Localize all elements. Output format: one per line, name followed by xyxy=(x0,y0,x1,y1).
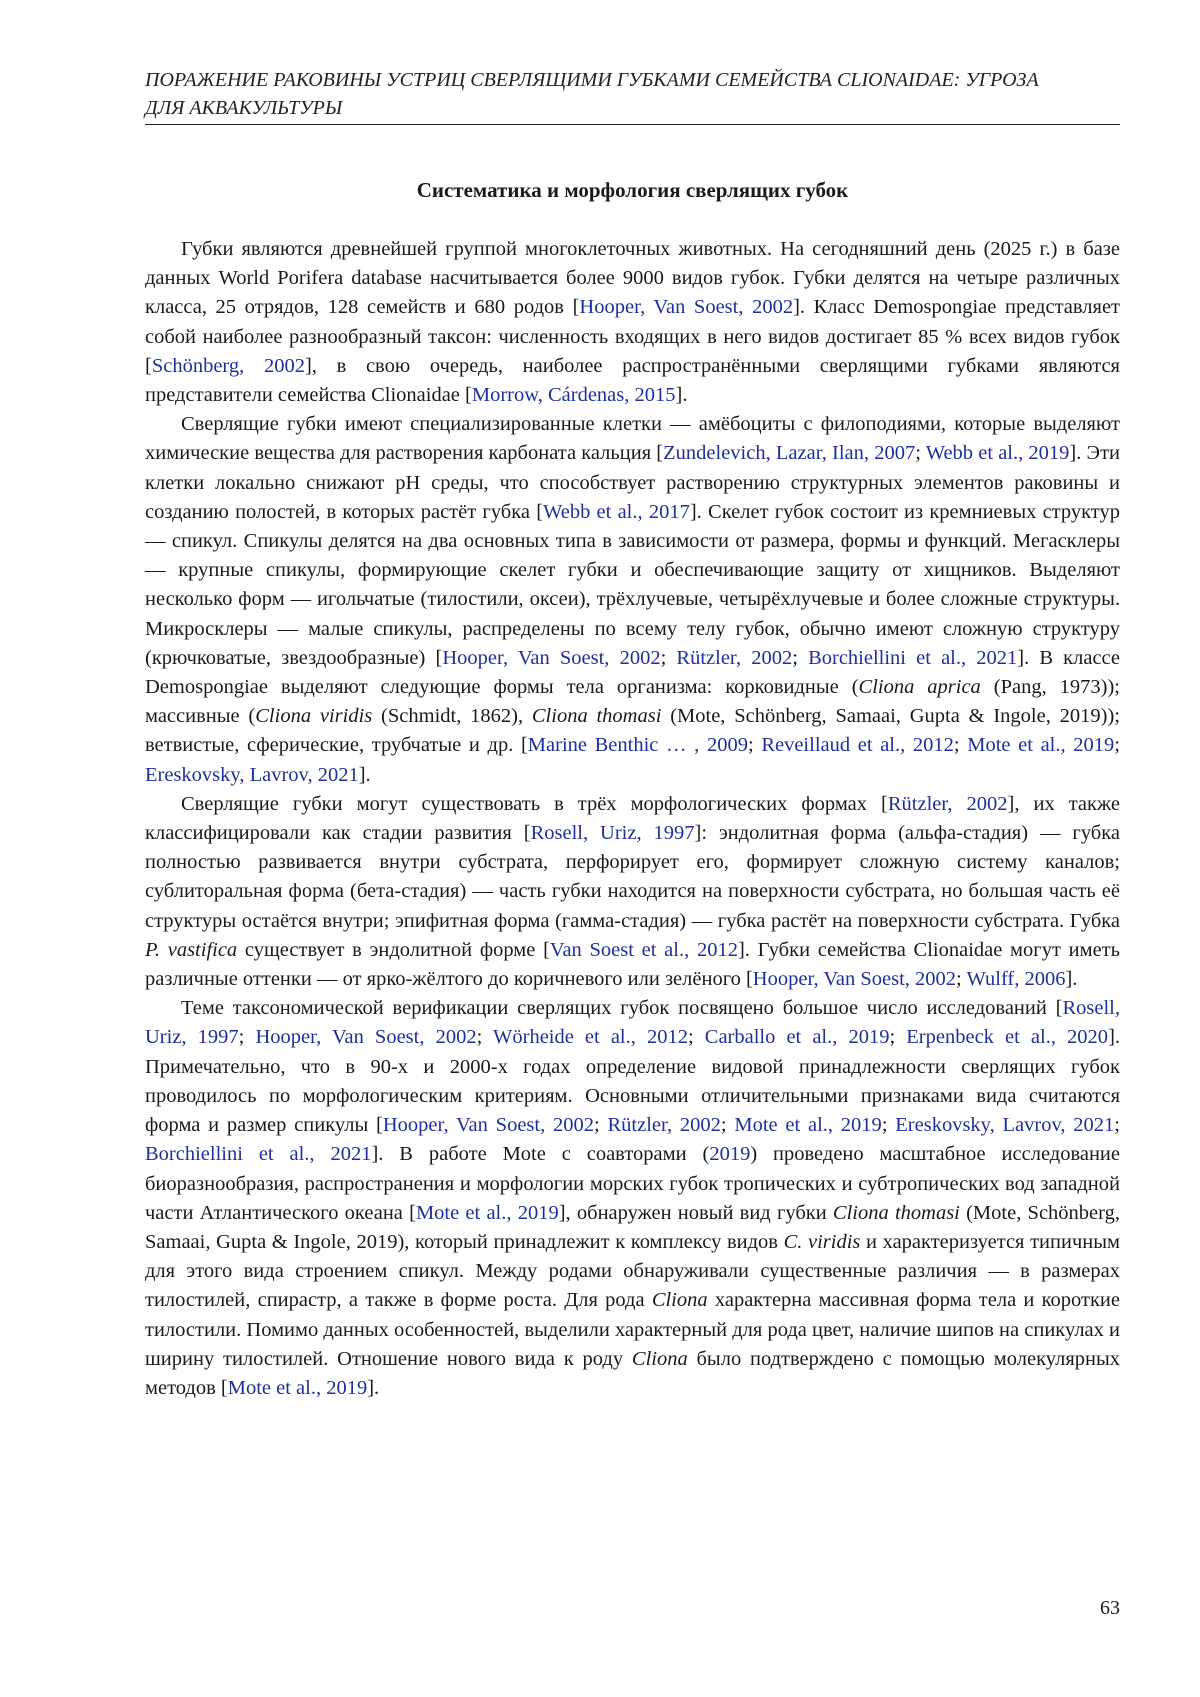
text-run: ], в свою очередь, наиболее распространёнными сверлящими губками являются представители семейства Clionaidae [ xyxy=(145,354,1120,407)
citation-link[interactable]: 2019 xyxy=(709,1143,751,1166)
text-run: ]: эндолитная форма (альфа-стадия) — губка полностью развивается внутри субстрата, перфорирует его, формирует сложную систему каналов; сублиторальная форма (бета-стадия) — часть губки находится на поверхности субстрата, но большая часть её структуры остаётся внутри; эпифитная форма (гамма-стадия) — губка растёт на поверхности субстрата. Губка xyxy=(145,822,1120,932)
text-run: ; xyxy=(956,968,967,991)
species-name: P. vastifica xyxy=(145,938,238,961)
text-run: (Schmidt, 1862), xyxy=(372,705,532,728)
text-run: ], обнаружен новый вид губки xyxy=(558,1201,833,1224)
text-run: ]. Примечательно, что в 90-х и 2000-х годах определение видовой принадлежности сверлящих губок проводилось по морфологическим критериям. Основными отличительными признаками вида считаются форма и размер спикулы [ xyxy=(145,1026,1121,1137)
citation-link[interactable]: Wörheide et al., 2012 xyxy=(493,1026,688,1049)
citation-link[interactable]: Reveillaud et al., 2012 xyxy=(761,734,954,757)
species-name: Cliona thomasi xyxy=(531,705,662,728)
paragraph-3 xyxy=(145,790,1120,994)
paragraph-4 xyxy=(145,994,1120,1403)
citation-link[interactable]: Borchiellini et al., 2021 xyxy=(808,646,1018,669)
species-name: Cliona aprica xyxy=(858,676,981,699)
text-run: ; xyxy=(747,734,762,757)
text-run: ]. xyxy=(675,384,688,407)
genus-name: Cliona xyxy=(651,1289,708,1312)
citation-link[interactable]: Rosell, Uriz, 1997 xyxy=(530,822,695,845)
running-header xyxy=(145,66,1120,122)
text-run: ]. xyxy=(358,763,371,786)
citation-link[interactable]: Hooper, Van Soest, 2002 xyxy=(442,646,661,669)
citation-link[interactable]: Mote et al., 2019 xyxy=(227,1376,368,1399)
running-header-line-1: ПОРАЖЕНИЕ РАКОВИНЫ УСТРИЦ СВЕРЛЯЩИМИ ГУБКАМИ СЕМЕЙСТВА CLIONAIDAE: УГРОЗА xyxy=(145,69,1039,91)
text-run: ; xyxy=(915,442,926,465)
citation-link[interactable]: Zundelevich, Lazar, Ilan, 2007 xyxy=(663,442,916,465)
text-run: Сверлящие губки имеют специализированные клетки — амёбоциты с филоподиями, которые выделяют химические вещества для растворения карбоната кальция [ xyxy=(145,413,1120,465)
section-title: Систематика и морфология сверлящих губок xyxy=(416,178,849,202)
paragraph-1 xyxy=(145,235,1120,410)
citation-link[interactable]: Erpenbeck et al., 2020 xyxy=(906,1026,1109,1049)
text-run: Сверлящие губки могут существовать в трёх морфологических формах [ xyxy=(181,792,888,815)
text-run: Теме таксономической верификации сверлящих губок посвящено большое число исследований [ xyxy=(181,997,1063,1020)
text-run: характерна массивная форма тела и короткие тилостили. Помимо данных особенностей, выделили характерный для рода цвет, наличие шипов на спикулах и ширину тилостилей. Отношение нового вида к роду xyxy=(145,1289,1120,1370)
citation-link[interactable]: Hooper, Van Soest, 2002 xyxy=(579,296,794,319)
text-run: ]. xyxy=(367,1376,380,1399)
text-run: ; xyxy=(792,646,809,669)
citation-link[interactable]: Webb et al., 2017 xyxy=(543,500,690,523)
text-run: (Pang, 1973)); массивные ( xyxy=(145,676,1120,728)
citation-link[interactable]: Ereskovsky, Lavrov, 2021 xyxy=(895,1114,1115,1137)
text-run: ]. xyxy=(1065,968,1078,991)
citation-link[interactable]: Ereskovsky, Lavrov, 2021 xyxy=(145,763,359,786)
text-run: ; xyxy=(238,1026,256,1049)
text-run: существует в эндолитной форме [ xyxy=(237,938,550,961)
text-run: ]. В классе Demospongiae выделяют следующие формы тела организма: корковидные ( xyxy=(145,646,1120,699)
citation-link[interactable]: Mote et al., 2019 xyxy=(734,1114,882,1137)
citation-link[interactable]: Hooper, Van Soest, 2002 xyxy=(752,968,957,991)
text-run: ; xyxy=(687,1026,705,1049)
text-run: ; xyxy=(660,646,677,669)
citation-link[interactable]: Mote et al., 2019 xyxy=(415,1201,559,1224)
text-run: ; xyxy=(1114,734,1120,757)
text-run: ]. Эти клетки локально снижают pH среды, что способствует растворению структурных элементов раковины и созданию полостей, в которых растёт губка [ xyxy=(145,442,1121,523)
text-run: ], их также классифицировали как стадии развития [ xyxy=(145,792,1120,845)
citation-link[interactable]: Rosell, Uriz, 1997 xyxy=(145,997,1120,1049)
citation-link[interactable]: Mote et al., 2019 xyxy=(967,734,1115,757)
citation-link[interactable]: Schönberg, 2002 xyxy=(151,354,305,377)
text-run: ; xyxy=(1114,1114,1120,1137)
text-run: ]. Губки семейства Clionaidae могут иметь различные оттенки — от ярко-жёлтого до коричневого или зелёного [ xyxy=(145,938,1120,991)
text-run: ]. Класс Demospongiae представляет собой наиболее разнообразный таксон: численность входящих в него видов достигает 85 % всех видов губок [ xyxy=(145,296,1121,377)
text-run: Губки являются древнейшей группой многоклеточных животных. На сегодняшний день (2025 г.) в базе данных World Porifera database насчитывается более 9000 видов губок. Губки делятся на четыре различных класса, 25 отрядов, 128 семейств и 680 родов [ xyxy=(145,238,1120,319)
text-run: ; xyxy=(889,1026,907,1049)
text-run: ]. Скелет губок состоит из кремниевых структур — спикул. Спикулы делятся на два основных типа в зависимости от размера, формы и функций. Мегасклеры — крупные спикулы, формирующие скелет губки и обеспечивающие защиту от хищников. Выделяют несколько форм — игольчатые (тилостили, оксеи), трёхлучевые, четырёхлучевые и более сложные структуры. Микросклеры — малые спикулы, распределены по всему телу губок, обычно имеют сложную структуру (крючковатые, звездообразные) [ xyxy=(145,500,1120,669)
page-number: 63 xyxy=(1100,1597,1120,1619)
species-name: Cliona viridis xyxy=(255,705,373,728)
species-name: Cliona thomasi xyxy=(832,1201,960,1224)
text-run: ; xyxy=(594,1114,608,1137)
text-run: ; xyxy=(476,1026,494,1049)
text-run: было подтверждено с помощью молекулярных методов [ xyxy=(145,1347,1120,1399)
body-text xyxy=(145,235,1120,1403)
genus-name: Cliona xyxy=(631,1347,688,1370)
text-run: ; xyxy=(720,1114,735,1137)
citation-link[interactable]: Carballo et al., 2019 xyxy=(704,1026,890,1049)
running-header-line-2: ДЛЯ АКВАКУЛЬТУРЫ xyxy=(145,97,343,119)
citation-link[interactable]: Webb et al., 2019 xyxy=(925,442,1070,465)
text-run: (Mote, Schönberg, Samaai, Gupta & Ingole, 2019), который принадлежит к комплексу видов xyxy=(145,1201,1120,1253)
citation-link[interactable]: Morrow, Cárdenas, 2015 xyxy=(471,384,676,407)
text-run: ) проведено масштабное исследование биоразнообразия, распространения и морфологии морских губок тропических и субтропических вод западной части Атлантического океана [ xyxy=(145,1143,1121,1224)
text-run: ; xyxy=(953,734,968,757)
text-run: (Mote, Schönberg, Samaai, Gupta & Ingole, 2019)); ветвистые, сферические, трубчатые и др. [ xyxy=(145,705,1120,757)
text-run: ; xyxy=(881,1114,896,1137)
citation-link[interactable]: Hooper, Van Soest, 2002 xyxy=(255,1026,477,1049)
text-run: и характеризуется типичным для этого вида строением спикул. Между родами обнаруживали существенные различия — в размерах тилостилей, спирастр, а также в форме роста. Для рода xyxy=(145,1230,1120,1312)
citation-link[interactable]: Wulff, 2006 xyxy=(966,968,1066,991)
citation-link[interactable]: Rützler, 2002 xyxy=(676,646,793,669)
header-divider xyxy=(145,124,1120,125)
citation-link[interactable]: Marine Benthic … , 2009 xyxy=(527,734,748,757)
citation-link[interactable]: Hooper, Van Soest, 2002 xyxy=(382,1114,595,1137)
citation-link[interactable]: Borchiellini et al., 2021 xyxy=(145,1143,372,1166)
paragraph-2 xyxy=(145,410,1120,790)
text-run: ]. В работе Mote с соавторами ( xyxy=(371,1143,710,1166)
citation-link[interactable]: Rützler, 2002 xyxy=(607,1114,721,1137)
citation-link[interactable]: Van Soest et al., 2012 xyxy=(549,938,738,961)
species-name: C. viridis xyxy=(783,1230,861,1253)
citation-link[interactable]: Rützler, 2002 xyxy=(887,792,1008,815)
